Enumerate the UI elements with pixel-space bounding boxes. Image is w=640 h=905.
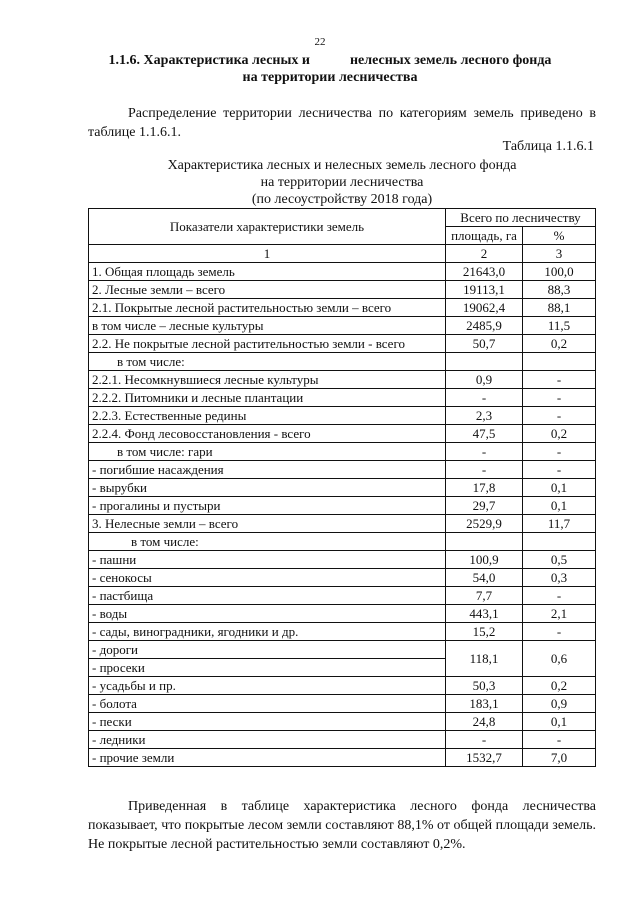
table-row: [89, 551, 596, 569]
intro-paragraph: Распределение территории лесничества по категориям земель приведено в таблице 1.1.6.1.: [88, 106, 596, 140]
row-percent: 11,5: [523, 317, 596, 335]
row-area: 21643,0: [446, 263, 523, 281]
table-body: [89, 263, 596, 767]
row-percent: 88,1: [523, 299, 596, 317]
table-row: [89, 731, 596, 749]
row-area: 7,7: [446, 587, 523, 605]
row-label: 2.1. Покрытые лесной растительностью земли – всего: [89, 299, 446, 317]
row-label: 2.2.2. Питомники и лесные плантации: [89, 389, 446, 407]
row-percent: 0,6: [523, 641, 596, 677]
row-area: 24,8: [446, 713, 523, 731]
row-label: - сады, виноградники, ягодники и др.: [89, 623, 446, 641]
row-area: 100,9: [446, 551, 523, 569]
row-percent: 0,1: [523, 497, 596, 515]
table-row: [89, 317, 596, 335]
row-label: - пастбища: [89, 587, 446, 605]
row-percent: 0,2: [523, 425, 596, 443]
row-label: 1. Общая площадь земель: [89, 263, 446, 281]
page-number: 22: [314, 36, 326, 48]
table-row: [89, 263, 596, 281]
row-area: -: [446, 461, 523, 479]
table-label: Таблица 1.1.6.1: [502, 139, 594, 154]
row-area: 1532,7: [446, 749, 523, 767]
row-percent: -: [523, 371, 596, 389]
table-row: [89, 407, 596, 425]
row-percent: -: [523, 623, 596, 641]
row-label: - ледники: [89, 731, 446, 749]
row-percent: -: [523, 443, 596, 461]
row-area: -: [446, 731, 523, 749]
row-area: 19062,4: [446, 299, 523, 317]
row-percent: 88,3: [523, 281, 596, 299]
land-characteristics-table: [88, 208, 596, 767]
row-area: 54,0: [446, 569, 523, 587]
row-percent: 2,1: [523, 605, 596, 623]
table-row: [89, 425, 596, 443]
table-row: [89, 281, 596, 299]
table-caption: [88, 157, 596, 208]
column-number-1: 1: [89, 245, 446, 263]
table-row: [89, 713, 596, 731]
row-label: в том числе: гари: [89, 443, 446, 461]
header-percent: %: [523, 227, 596, 245]
row-label: - погибшие насаждения: [89, 461, 446, 479]
row-area: 2529,9: [446, 515, 523, 533]
row-area: 29,7: [446, 497, 523, 515]
row-area: [446, 533, 523, 551]
row-percent: -: [523, 731, 596, 749]
row-percent: 0,2: [523, 677, 596, 695]
row-percent: [523, 353, 596, 371]
table-row: [89, 443, 596, 461]
heading-line1b: нелесных земель лесного фонда: [349, 53, 552, 68]
table-row: [89, 587, 596, 605]
table-row: [89, 641, 596, 659]
row-area: 2,3: [446, 407, 523, 425]
table-row: [89, 461, 596, 479]
row-label: 2.2.4. Фонд лесовосстановления - всего: [89, 425, 446, 443]
row-label: - болота: [89, 695, 446, 713]
section-heading: [60, 52, 600, 86]
row-percent: 0,9: [523, 695, 596, 713]
table-row: [89, 569, 596, 587]
row-percent: -: [523, 407, 596, 425]
row-label: - вырубки: [89, 479, 446, 497]
row-area: 47,5: [446, 425, 523, 443]
table-row: [89, 533, 596, 551]
row-label: в том числе:: [89, 353, 446, 371]
row-area: 2485,9: [446, 317, 523, 335]
row-area: [446, 353, 523, 371]
row-label: - воды: [89, 605, 446, 623]
column-number-2: 2: [446, 245, 523, 263]
table-row: [89, 389, 596, 407]
row-area: -: [446, 389, 523, 407]
row-percent: 0,2: [523, 335, 596, 353]
row-label: - прочие земли: [89, 749, 446, 767]
table-row: [89, 371, 596, 389]
header-area: площадь, га: [446, 227, 523, 245]
table-row: [89, 623, 596, 641]
row-percent: -: [523, 587, 596, 605]
table-row: [89, 677, 596, 695]
row-area: 183,1: [446, 695, 523, 713]
column-number-3: 3: [523, 245, 596, 263]
row-area: 50,7: [446, 335, 523, 353]
row-label: - сенокосы: [89, 569, 446, 587]
table-row: [89, 497, 596, 515]
table-row: [89, 515, 596, 533]
row-percent: 0,1: [523, 479, 596, 497]
row-label: - дороги: [89, 641, 446, 659]
row-label: - усадьбы и пр.: [89, 677, 446, 695]
row-percent: 11,7: [523, 515, 596, 533]
row-percent: [523, 533, 596, 551]
caption-line3: (по лесоустройству 2018 года): [251, 192, 433, 207]
row-percent: 0,5: [523, 551, 596, 569]
row-label: - пески: [89, 713, 446, 731]
row-area: 17,8: [446, 479, 523, 497]
conclusion-paragraph: Приведенная в таблице характеристика лесного фонда лесничества показывает, что покрытые лесом земли составляют 88,1% от общей площади земель. Не покрытые лесной растительностью земли составляют 0,2%.: [88, 799, 596, 852]
row-percent: 100,0: [523, 263, 596, 281]
row-label: - прогалины и пустыри: [89, 497, 446, 515]
header-indicator: Показатели характеристики земель: [89, 209, 446, 245]
row-percent: 0,3: [523, 569, 596, 587]
heading-line1a: 1.1.6. Характеристика лесных и: [108, 53, 310, 68]
row-label: - пашни: [89, 551, 446, 569]
caption-line2: на территории лесничества: [260, 175, 424, 190]
row-label: 2. Лесные земли – всего: [89, 281, 446, 299]
row-area: 443,1: [446, 605, 523, 623]
caption-line1: Характеристика лесных и нелесных земель лесного фонда: [167, 158, 517, 173]
row-area: 118,1: [446, 641, 523, 677]
row-label: 3. Нелесные земли – всего: [89, 515, 446, 533]
table-row: [89, 353, 596, 371]
row-label: 2.2.1. Несомкнувшиеся лесные культуры: [89, 371, 446, 389]
heading-line2: на территории лесничества: [242, 70, 418, 85]
row-area: -: [446, 443, 523, 461]
header-group: Всего по лесничеству: [446, 209, 596, 227]
table-row: [89, 749, 596, 767]
row-area: 15,2: [446, 623, 523, 641]
row-area: 0,9: [446, 371, 523, 389]
row-area: 50,3: [446, 677, 523, 695]
row-percent: -: [523, 461, 596, 479]
row-area: 19113,1: [446, 281, 523, 299]
row-percent: -: [523, 389, 596, 407]
row-percent: 0,1: [523, 713, 596, 731]
row-label: - просеки: [89, 659, 446, 677]
table-row: [89, 335, 596, 353]
row-label: в том числе – лесные культуры: [89, 317, 446, 335]
table-row: [89, 299, 596, 317]
row-label: 2.2.3. Естественные редины: [89, 407, 446, 425]
row-label: 2.2. Не покрытые лесной растительностью земли - всего: [89, 335, 446, 353]
row-label: в том числе:: [89, 533, 446, 551]
table-row: [89, 695, 596, 713]
row-percent: 7,0: [523, 749, 596, 767]
table-row: [89, 605, 596, 623]
table-row: [89, 479, 596, 497]
